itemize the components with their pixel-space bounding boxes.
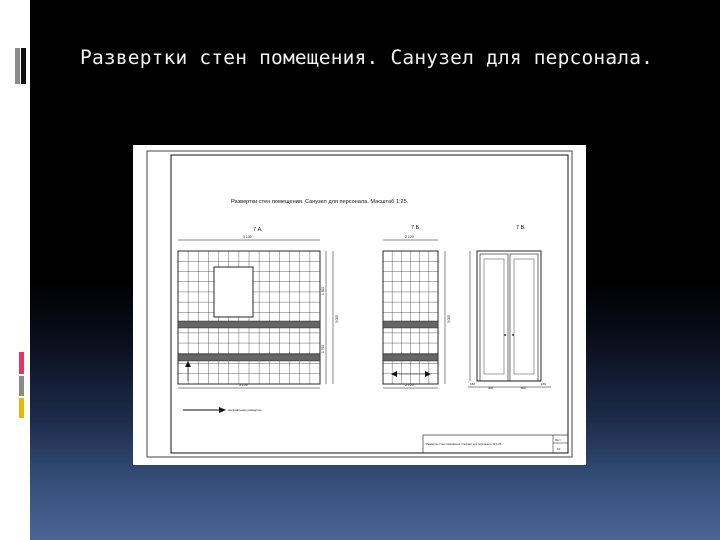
dim-vert-2: 1 700: [321, 345, 325, 353]
stamp-sheet-no: 10: [557, 447, 561, 451]
elevation-7v: [468, 251, 551, 390]
slide-title: Развертки стен помещения. Санузел для персонала.: [80, 46, 654, 69]
dim-vert-1: 1 300: [321, 287, 325, 295]
accent-bar-gray: [15, 48, 20, 84]
accent-bar-yellow: [19, 398, 24, 418]
view-label-c: 7 В.: [516, 225, 526, 231]
stamp-sheet-label: Лист: [555, 439, 561, 442]
mirror-opening: [214, 267, 253, 317]
view-label-b: 7 Б.: [411, 225, 421, 231]
drawing-svg: [133, 145, 586, 465]
elevation-7b: [383, 235, 451, 388]
door-dim-4: 150: [541, 382, 547, 386]
legend: [183, 407, 262, 413]
stamp-text: Развертки стен помещения. Санузел для персонала. М 1:25: [426, 443, 502, 446]
accent-bar-black: [21, 48, 26, 84]
view-label-a: 7 А.: [253, 227, 263, 233]
door-dim-2: 300: [488, 386, 494, 390]
tile-border-a: [178, 321, 320, 328]
dim-a-top: 3 130: [243, 235, 252, 239]
tile-border-b2: [383, 354, 438, 361]
elevation-7a: [178, 235, 339, 388]
drawing-sheet: [133, 145, 586, 465]
tile-border-b: [383, 321, 438, 328]
dim-vert-total: 3 000: [335, 315, 339, 323]
tile-border-a2: [178, 354, 320, 361]
dim-b-bottom: 2 120: [405, 383, 414, 387]
title-block: [423, 435, 568, 453]
drawing-heading: Развертки стен помещения. Санузел для персонала. Масштаб 1:25.: [231, 199, 409, 205]
legend-text: Направление развертки: [228, 408, 262, 412]
door-dim-1: 150: [470, 382, 476, 386]
door-dim-3: 800: [521, 386, 527, 390]
dim-b-top: 2 120: [405, 235, 414, 239]
dim-vert-b: 3 000: [447, 315, 451, 323]
accent-bar-red: [19, 352, 24, 374]
accent-bar-gray-lower: [19, 376, 24, 396]
dim-a-bottom: 3 130: [239, 383, 248, 387]
